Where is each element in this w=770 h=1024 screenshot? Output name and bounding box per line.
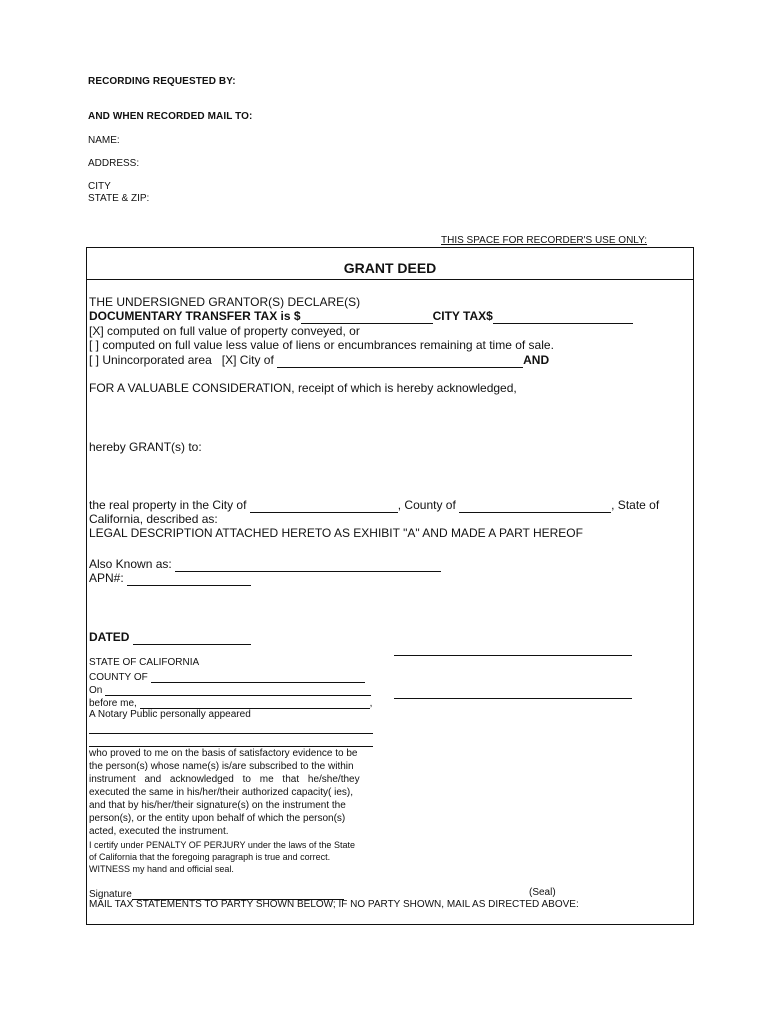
area-row: [89, 353, 549, 368]
perjury-line-1: I certify under PENALTY OF PERJURY under the laws of the State: [89, 840, 355, 850]
grantor-signature-line-1[interactable]: [394, 655, 632, 656]
transfer-tax-label: DOCUMENTARY TRANSFER TAX is $: [89, 309, 301, 323]
notary-before-field[interactable]: [140, 696, 370, 709]
apn-label: APN#:: [89, 571, 124, 585]
proved-line-2: the person(s) whose name(s) is/are subscribed to the within: [89, 761, 354, 772]
signature-label: Signature: [89, 889, 132, 900]
proved-line-5: and that by his/her/their signature(s) on the instrument the: [89, 800, 346, 811]
property-city-row: [89, 498, 659, 513]
proved-line-3: instrument and acknowledged to me that he/she/they: [89, 774, 360, 785]
notary-county-row: [89, 670, 365, 683]
appeared-name-line[interactable]: [89, 733, 373, 734]
mail-tax-statements: MAIL TAX STATEMENTS TO PARTY SHOWN BELOW; IF NO PARTY SHOWN, MAIL AS DIRECTED ABOVE:: [89, 899, 579, 910]
recorder-space-label: THIS SPACE FOR RECORDER'S USE ONLY:: [441, 235, 648, 246]
address-label: ADDRESS:: [88, 158, 140, 169]
proved-line-1: who proved to me on the basis of satisfactory evidence to be: [89, 748, 358, 759]
state-zip-label: STATE & ZIP:: [88, 193, 150, 204]
notary-on-label: On: [89, 685, 103, 696]
seal-label: (Seal): [529, 887, 556, 898]
proved-line-7: acted, executed the instrument.: [89, 826, 229, 837]
state-of-label: , State of: [611, 498, 660, 512]
dated-label: DATED: [89, 630, 130, 644]
proved-line-6: person(s), or the entity upon behalf of which the person(s): [89, 813, 346, 824]
deed-title: GRANT DEED: [343, 260, 437, 276]
city-tax-label: CITY TAX$: [432, 309, 493, 323]
notary-appeared: A Notary Public personally appeared: [89, 709, 251, 720]
city-tax-field[interactable]: [493, 311, 633, 324]
notary-state: STATE OF CALIFORNIA: [89, 657, 200, 668]
grant-to-label: hereby GRANT(s) to:: [89, 440, 202, 454]
option-unincorporated: [ ] Unincorporated area: [89, 353, 212, 367]
option-less-liens: [ ] computed on full value less value of liens or encumbrances remaining at time of sale.: [89, 338, 554, 352]
perjury-block: [89, 839, 389, 875]
name-label: NAME:: [88, 135, 120, 146]
option-full-value: [X] computed on full value of property conveyed, or: [89, 324, 360, 338]
apn-row: [89, 571, 251, 586]
aka-label: Also Known as:: [89, 557, 172, 571]
proved-line-4: executed the same in his/her/their authorized capacity( ies),: [89, 787, 354, 798]
legal-description: LEGAL DESCRIPTION ATTACHED HERETO AS EXHIBIT "A" AND MADE A PART HEREOF: [89, 526, 583, 540]
mail-to-label: AND WHEN RECORDED MAIL TO:: [88, 111, 253, 122]
transfer-tax-row: [89, 309, 633, 324]
aka-row: [89, 557, 441, 572]
notary-acknowledgment: [89, 747, 387, 838]
county-field[interactable]: [459, 500, 611, 513]
county-of-label: , County of: [397, 498, 456, 512]
notary-comma: ,: [369, 698, 373, 709]
property-city-label: the real property in the City of: [89, 498, 247, 512]
grantor-signature-line-2[interactable]: [394, 698, 632, 699]
notary-county-field[interactable]: [151, 670, 365, 683]
notary-county-label: COUNTY OF: [89, 672, 148, 683]
option-city-of: [X] City of: [221, 353, 274, 367]
property-city-field[interactable]: [250, 500, 398, 513]
grantor-declare: THE UNDERSIGNED GRANTOR(S) DECLARE(S): [89, 295, 361, 309]
witness-line: WITNESS my hand and official seal.: [89, 864, 234, 874]
california-described: California, described as:: [89, 512, 218, 526]
dated-field[interactable]: [133, 632, 251, 645]
notary-before-row: [89, 696, 372, 709]
apn-field[interactable]: [127, 573, 251, 586]
recording-requested-label: RECORDING REQUESTED BY:: [88, 76, 236, 87]
notary-on-field[interactable]: [105, 683, 371, 696]
notary-on-row: [89, 683, 371, 696]
transfer-tax-field[interactable]: [301, 311, 433, 324]
city-label: CITY: [88, 181, 111, 192]
city-of-field[interactable]: [277, 355, 523, 368]
consideration-text: FOR A VALUABLE CONSIDERATION, receipt of which is hereby acknowledged,: [89, 381, 517, 395]
notary-before-label: before me,: [89, 698, 137, 709]
title-divider: [86, 279, 694, 280]
and-label: AND: [523, 353, 550, 367]
perjury-line-2: of California that the foregoing paragraph is true and correct.: [89, 852, 331, 862]
dated-row: [89, 630, 251, 645]
